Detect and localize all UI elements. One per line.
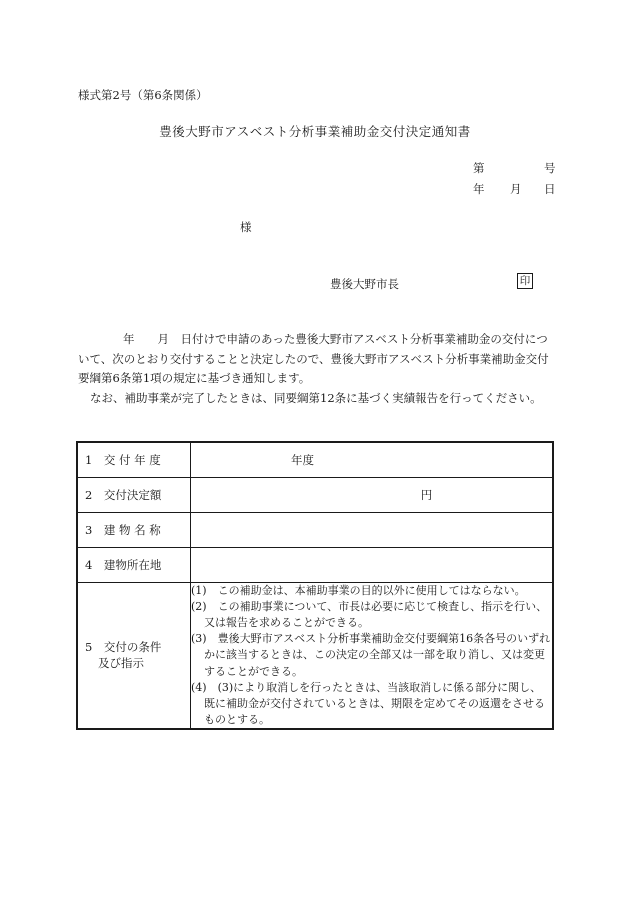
seal-mark: 印 (517, 273, 533, 289)
row-label: 2 交付決定額 (77, 477, 191, 512)
conditions-label-line1: 5 交付の条件 (85, 640, 162, 655)
condition-item: (1) この補助金は、本補助事業の目的以外に使用してはならない。 (191, 583, 526, 597)
date-year: 年 (473, 182, 485, 196)
row-label: 4 建物所在地 (77, 547, 191, 582)
document-title: 豊後大野市アスベスト分析事業補助金交付決定通知書 (159, 124, 471, 139)
table-row (77, 477, 553, 512)
date-month: 月 (510, 182, 522, 196)
conditions-list (191, 582, 554, 729)
form-number: 様式第2号（第6条関係） (78, 88, 208, 102)
grant-details-table (76, 441, 554, 730)
row-value (191, 512, 554, 547)
row-value (191, 477, 554, 512)
fiscal-year-value: 年度 (291, 452, 314, 467)
date-day: 日 (544, 182, 556, 196)
condition-item: (2) この補助事業について、市長は必要に応じて検査し、指示を行い、又は報告を求めることができる。 (191, 599, 548, 629)
addressee: 様 (240, 220, 252, 234)
row-label (77, 582, 191, 729)
row-label: 1 交 付 年 度 (77, 442, 191, 477)
body-paragraph-1: 年 月 日付けで申請のあった豊後大野市アスベスト分析事業補助金の交付について、次のとおり交付することと決定したので、豊後大野市アスベスト分析事業補助金交付要綱第6条第1項の規定に基づき通知します。 (78, 332, 549, 385)
condition-item: (4) (3)により取消しを行ったときは、当該取消しに係る部分に関し、既に補助金が交付されているときは、期限を定めてその返還をさせるものとする。 (191, 680, 545, 727)
amount-value: 円 (420, 487, 433, 502)
number-suffix: 号 (544, 161, 556, 175)
table-row (77, 442, 553, 477)
conditions-label-line2: 及び指示 (98, 656, 144, 671)
number-prefix: 第 (473, 161, 485, 175)
issuer-name: 豊後大野市長 (330, 277, 399, 291)
table-row (77, 547, 553, 582)
condition-item: (3) 豊後大野市アスベスト分析事業補助金交付要綱第16条各号のいずれかに該当するときは、この決定の全部又は一部を取り消し、又は変更することができる。 (191, 632, 551, 678)
table-row (77, 512, 553, 547)
row-label: 3 建 物 名 称 (77, 512, 191, 547)
table-row (77, 582, 553, 729)
notice-body (78, 330, 556, 408)
row-value (191, 442, 554, 477)
row-value (191, 547, 554, 582)
body-paragraph-2: なお、補助事業が完了したときは、同要綱第12条に基づく実績報告を行ってください。 (90, 390, 542, 405)
